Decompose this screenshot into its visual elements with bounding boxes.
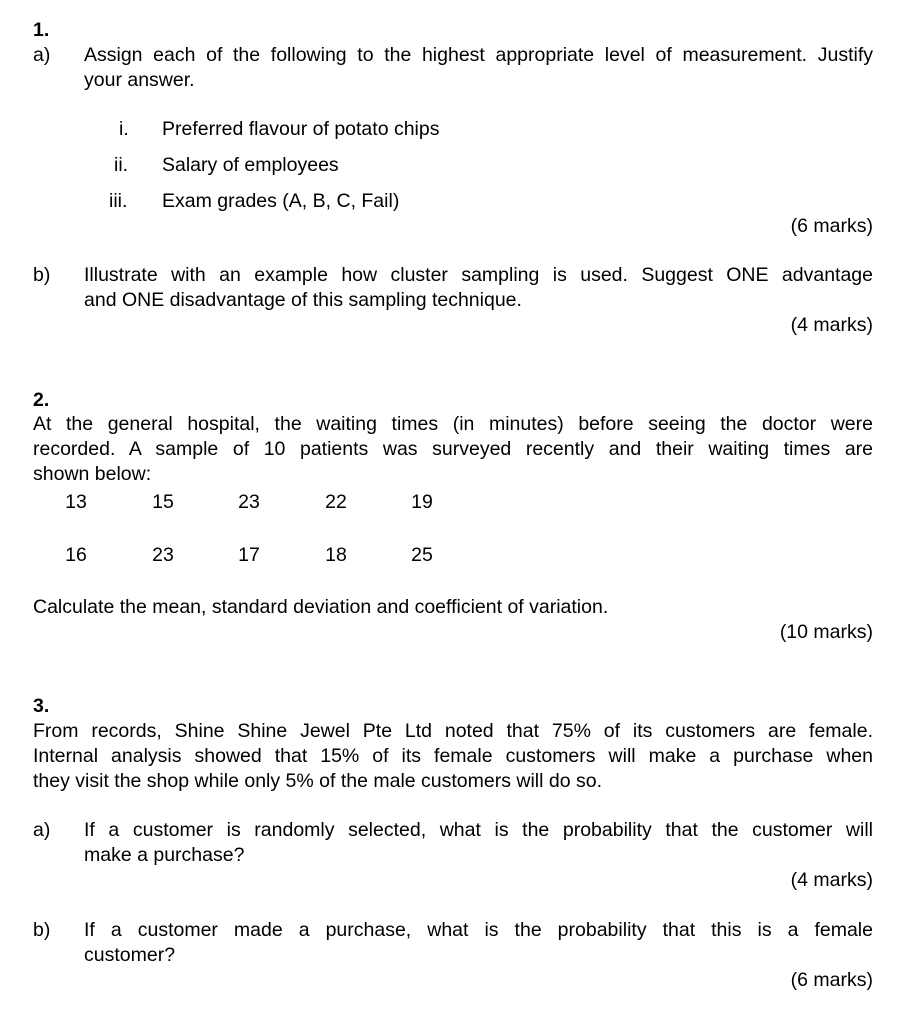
q3-text-line1: From records, Shine Shine Jewel Pte Ltd noted that 75% of its customers are female. [33, 720, 873, 742]
q3a-marks: (4 marks) [790, 869, 873, 891]
waiting-time-value: 17 [238, 544, 260, 566]
q3a-text [84, 818, 873, 868]
q2-instruction: Calculate the mean, standard deviation and coefficient of variation. [33, 596, 609, 618]
waiting-time-value: 19 [411, 491, 433, 513]
q3-text-line3: they visit the shop while only 5% of the male customers will do so. [33, 770, 603, 792]
q1a-item-2-numeral: ii. [114, 154, 129, 176]
q1b-label: b) [33, 264, 51, 286]
q1a-item-1-text: Preferred flavour of potato chips [162, 118, 440, 140]
waiting-time-value: 23 [238, 491, 260, 513]
waiting-time-value: 25 [411, 544, 433, 566]
q3-text-line2: Internal analysis showed that 15% of its female customers will make a purchase when [33, 745, 873, 767]
q1b-text [84, 263, 873, 313]
q2-text-line2: recorded. A sample of 10 patients was surveyed recently and their waiting times are [33, 438, 873, 460]
q1a-text-line2: your answer. [84, 69, 195, 91]
q3-text [33, 719, 873, 794]
q3-number: 3. [33, 695, 50, 717]
q1a-marks: (6 marks) [790, 215, 873, 237]
q2-text [33, 412, 873, 487]
q1b-text-line1: Illustrate with an example how cluster sampling is used. Suggest ONE advantage [84, 264, 873, 286]
q3b-marks: (6 marks) [790, 969, 873, 991]
q1a-item-2-text: Salary of employees [162, 154, 339, 176]
q1a-text [84, 43, 873, 93]
waiting-time-value: 18 [325, 544, 347, 566]
waiting-time-value: 22 [325, 491, 347, 513]
q2-number: 2. [33, 389, 50, 411]
q3a-text-line2: make a purchase? [84, 844, 245, 866]
q2-text-line1: At the general hospital, the waiting times (in minutes) before seeing the doctor were [33, 413, 873, 435]
q3a-text-line1: If a customer is randomly selected, what is the probability that the customer will [84, 819, 873, 841]
q1b-marks: (4 marks) [790, 314, 873, 336]
q1a-text-line1: Assign each of the following to the highest appropriate level of measurement. Justify [84, 44, 873, 66]
q3b-label: b) [33, 919, 51, 941]
q1-number: 1. [33, 19, 50, 41]
waiting-time-value: 13 [65, 491, 87, 513]
q3b-text-line2: customer? [84, 944, 176, 966]
q3b-text-line1: If a customer made a purchase, what is the probability that this is a female [84, 919, 873, 941]
waiting-time-value: 23 [152, 544, 174, 566]
q2-text-line3: shown below: [33, 463, 152, 485]
q1a-item-3-text: Exam grades (A, B, C, Fail) [162, 190, 400, 212]
q2-marks: (10 marks) [779, 621, 873, 643]
q1a-label: a) [33, 44, 51, 66]
q1a-item-1-numeral: i. [119, 118, 129, 140]
waiting-time-value: 16 [65, 544, 87, 566]
q3a-label: a) [33, 819, 51, 841]
q3b-text [84, 918, 873, 968]
q1b-text-line2: and ONE disadvantage of this sampling technique. [84, 289, 522, 311]
waiting-time-value: 15 [152, 491, 174, 513]
q1a-item-3-numeral: iii. [109, 190, 128, 212]
